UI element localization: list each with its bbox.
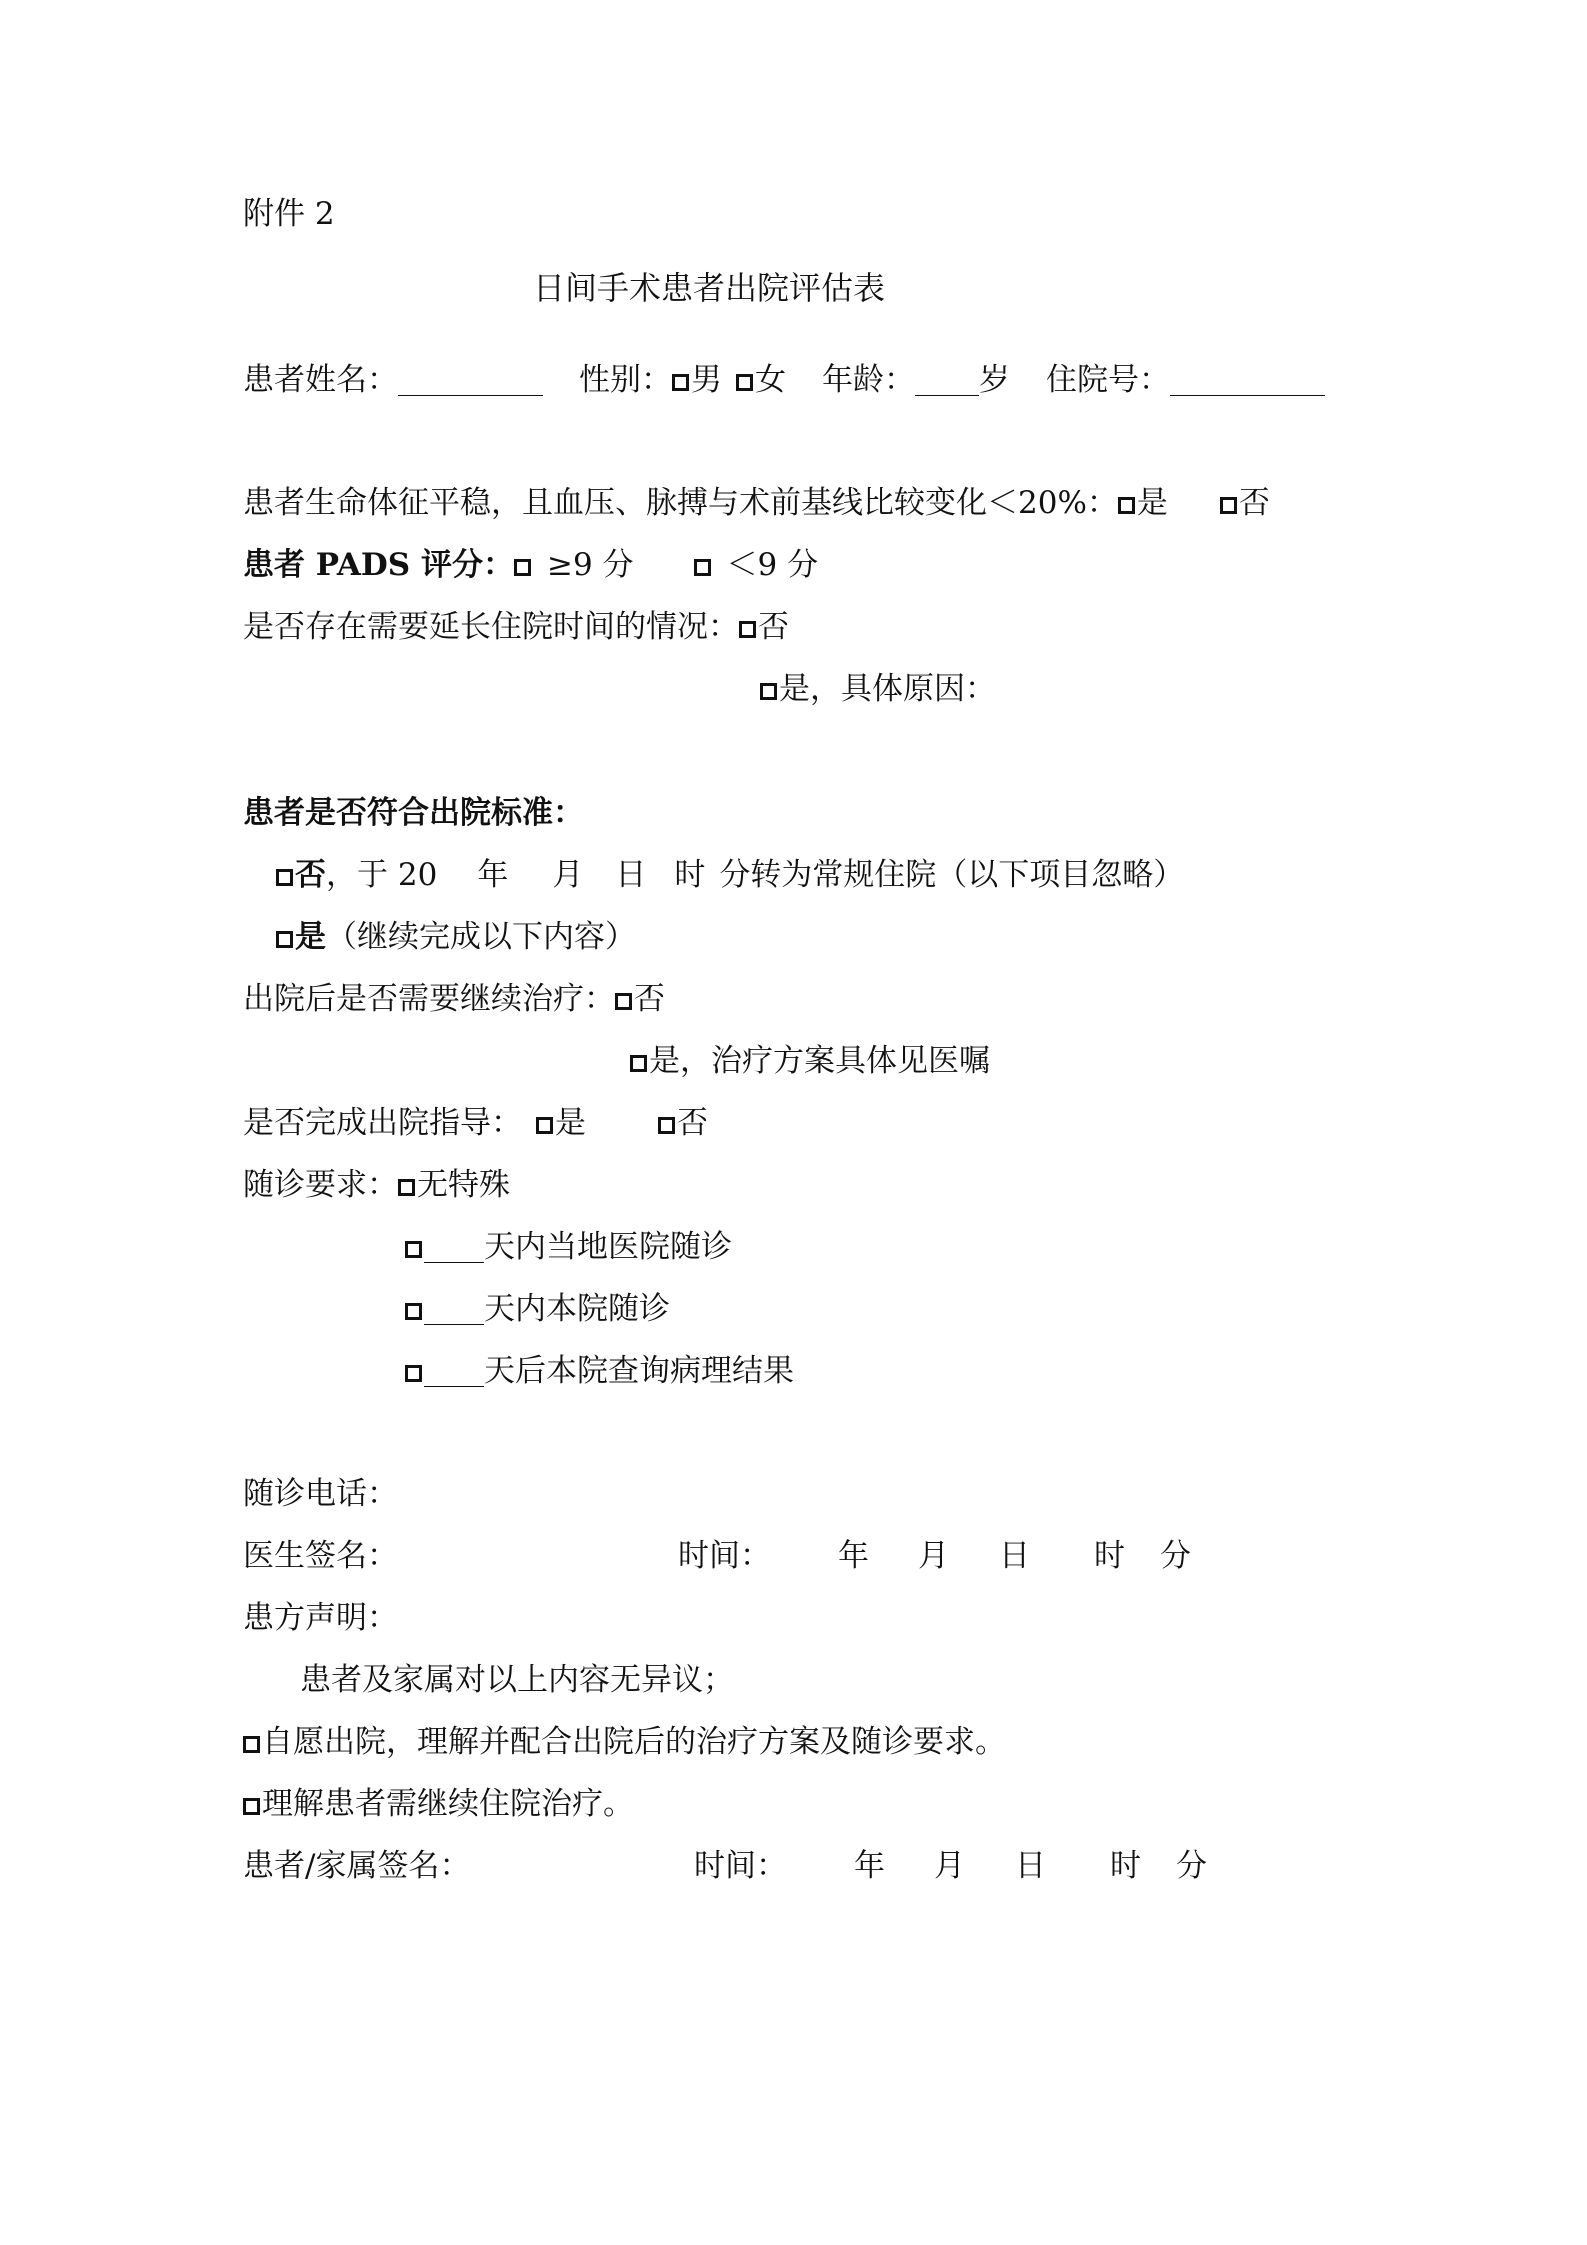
statement-label: 患方声明： — [243, 1600, 398, 1636]
discharge-yes-text: （继续完成以下内容） — [326, 919, 636, 955]
pads-lt9-label: ＜9 分 — [726, 547, 819, 583]
extend-row — [243, 607, 789, 647]
family-minute: 分 — [1176, 1848, 1207, 1884]
followup-label: 随诊要求： — [243, 1167, 398, 1203]
followup-hospital-checkbox[interactable] — [405, 1303, 422, 1320]
treatment-yes-row — [630, 1041, 990, 1081]
phone-label: 随诊电话： — [243, 1476, 398, 1512]
guidance-yes-label: 是 — [555, 1105, 586, 1141]
vitals-no-label: 否 — [1238, 485, 1270, 521]
extend-yes-row — [760, 669, 996, 709]
statement-line1: 患者及家属对以上内容无异议； — [300, 1662, 734, 1698]
followup-hospital-days-field[interactable] — [424, 1294, 484, 1325]
pads-ge9-label: ≥9 分 — [546, 547, 634, 583]
voluntary-discharge-label: 自愿出院，理解并配合出院后的治疗方案及随诊要求。 — [262, 1724, 1006, 1760]
treatment-question: 出院后是否需要继续治疗： — [243, 981, 615, 1017]
treatment-no-checkbox[interactable] — [615, 993, 632, 1010]
discharge-transfer-text: 分转为常规住院（以下项目忽略） — [719, 857, 1185, 893]
gender-label: 性别： — [579, 362, 672, 398]
male-label: 男 — [691, 362, 722, 398]
discharge-no-checkbox[interactable] — [276, 869, 293, 886]
doctor-minute: 分 — [1160, 1538, 1191, 1574]
voluntary-discharge-checkbox[interactable] — [243, 1736, 260, 1753]
doctor-hour: 时 — [1094, 1538, 1125, 1574]
pads-label: 患者 PADS 评分： — [243, 547, 514, 583]
guidance-question: 是否完成出院指导： — [243, 1105, 522, 1141]
age-label: 年龄： — [822, 362, 915, 398]
vitals-yes-checkbox[interactable] — [1118, 497, 1135, 514]
followup-pathology-checkbox[interactable] — [405, 1365, 422, 1382]
discharge-heading: 患者是否符合出院标准： — [243, 795, 584, 831]
doctor-year: 年 — [838, 1538, 869, 1574]
discharge-no-label: 否 — [295, 857, 326, 893]
continue-stay-label: 理解患者需继续住院治疗。 — [262, 1786, 634, 1822]
followup-local-days-field[interactable] — [424, 1232, 484, 1263]
followup-pathology-days-field[interactable] — [424, 1356, 484, 1387]
vitals-row — [243, 483, 1270, 523]
name-label: 患者姓名： — [243, 362, 398, 398]
extend-question: 是否存在需要延长住院时间的情况： — [243, 609, 739, 645]
followup-none-checkbox[interactable] — [398, 1179, 415, 1196]
statement-opt1-row — [243, 1722, 1006, 1762]
pads-lt9-checkbox[interactable] — [694, 559, 711, 576]
female-checkbox[interactable] — [736, 374, 753, 391]
doctor-day: 日 — [999, 1538, 1030, 1574]
discharge-month: 月 — [552, 857, 584, 893]
treatment-row — [243, 979, 665, 1019]
family-time-label: 时间： — [694, 1848, 787, 1884]
family-hour: 时 — [1110, 1848, 1141, 1884]
extend-yes-label: 是，具体原因： — [779, 671, 996, 707]
treatment-no-label: 否 — [634, 981, 665, 1017]
family-month: 月 — [934, 1848, 965, 1884]
continue-stay-checkbox[interactable] — [243, 1798, 260, 1815]
followup-local-row — [405, 1227, 732, 1267]
admission-field[interactable] — [1170, 365, 1325, 396]
followup-none-label: 无特殊 — [417, 1167, 510, 1203]
guidance-yes-checkbox[interactable] — [536, 1117, 553, 1134]
male-checkbox[interactable] — [672, 374, 689, 391]
patient-info-row — [243, 360, 1325, 400]
followup-local-label: 天内当地医院随诊 — [484, 1229, 732, 1265]
statement-opt2-row — [243, 1784, 634, 1824]
followup-local-checkbox[interactable] — [405, 1241, 422, 1258]
treatment-yes-label: 是，治疗方案具体见医嘱 — [649, 1043, 990, 1079]
discharge-hour: 时 — [674, 857, 706, 893]
doctor-time-label: 时间： — [678, 1538, 771, 1574]
discharge-year: 年 — [477, 857, 509, 893]
admission-label: 住院号： — [1046, 362, 1170, 398]
vitals-question: 患者生命体征平稳，且血压、脉搏与术前基线比较变化＜20%： — [243, 485, 1118, 521]
discharge-no-text: ，于 20 — [326, 857, 438, 893]
extend-yes-checkbox[interactable] — [760, 683, 777, 700]
extend-no-label: 否 — [758, 609, 789, 645]
family-sign-label: 患者/家属签名： — [243, 1848, 471, 1884]
female-label: 女 — [755, 362, 786, 398]
name-field[interactable] — [398, 365, 543, 396]
family-day: 日 — [1015, 1848, 1046, 1884]
vitals-no-checkbox[interactable] — [1220, 497, 1237, 514]
followup-row — [243, 1165, 510, 1205]
pads-ge9-checkbox[interactable] — [514, 559, 531, 576]
age-field[interactable] — [915, 365, 979, 396]
guidance-no-label: 否 — [677, 1105, 708, 1141]
discharge-yes-label: 是 — [295, 919, 326, 955]
attachment-label: 附件 2 — [243, 196, 335, 232]
followup-pathology-row — [405, 1351, 794, 1391]
doctor-month: 月 — [918, 1538, 949, 1574]
vitals-yes-label: 是 — [1136, 485, 1168, 521]
discharge-no-row — [276, 855, 1184, 895]
followup-pathology-label: 天后本院查询病理结果 — [484, 1353, 794, 1389]
extend-no-checkbox[interactable] — [739, 621, 756, 638]
discharge-yes-row — [276, 917, 636, 957]
discharge-yes-checkbox[interactable] — [276, 931, 293, 948]
discharge-day: 日 — [615, 857, 647, 893]
family-year: 年 — [854, 1848, 885, 1884]
followup-hospital-row — [405, 1289, 670, 1329]
age-unit: 岁 — [979, 362, 1010, 398]
treatment-yes-checkbox[interactable] — [630, 1055, 647, 1072]
guidance-no-checkbox[interactable] — [658, 1117, 675, 1134]
pads-row — [243, 545, 818, 585]
doctor-sign-label: 医生签名： — [243, 1538, 398, 1574]
page-title: 日间手术患者出院评估表 — [533, 269, 886, 307]
followup-hospital-label: 天内本院随诊 — [484, 1291, 670, 1327]
guidance-row — [243, 1103, 708, 1143]
